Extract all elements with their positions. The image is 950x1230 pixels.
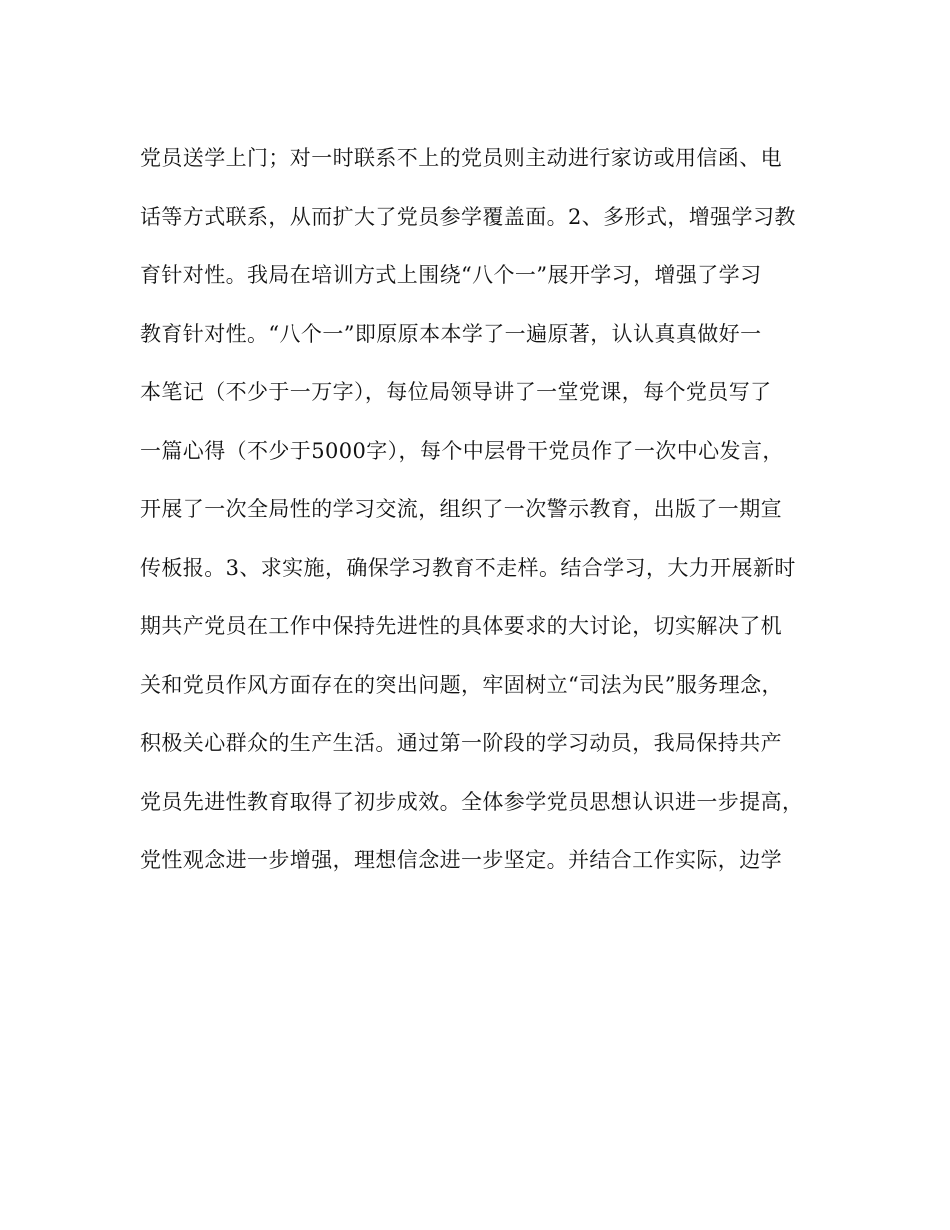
text-line: 期共产党员在工作中保持先进性的具体要求的大讨论，切实解决了机 (140, 614, 782, 638)
text-line: 育针对性。我局在培训方式上围绕“八个一”展开学习，增强了学习 (140, 263, 762, 287)
text-line: 党员送学上门；对一时联系不上的党员则主动进行家访或用信函、电 (140, 146, 782, 170)
text-line: 一篇心得（不少于5000字），每个中层骨干党员作了一次中心发言， (140, 438, 784, 463)
text-line: 教育针对性。“八个一”即原原本本学了一遍原著，认认真真做好一 (140, 321, 762, 346)
text-line: 党性观念进一步增强，理想信念进一步坚定。并结合工作实际，边学 (140, 848, 782, 872)
text-line: 关和党员作风方面存在的突出问题，牢固树立“司法为民”服务理念， (140, 672, 783, 697)
text-line: 传板报。3、求实施，确保学习教育不走样。结合学习，大力开展新时 (140, 555, 796, 580)
body-text (140, 136, 820, 897)
text-line: 开展了一次全局性的学习交流，组织了一次警示教育，出版了一期宣 (140, 497, 782, 521)
text-line: 党员先进性教育取得了初步成效。全体参学党员思想认识进一步提高， (140, 789, 804, 814)
text-line: 本笔记（不少于一万字），每位局领导讲了一堂党课，每个党员写了 (140, 380, 772, 404)
text-line: 话等方式联系，从而扩大了党员参学覆盖面。2、多形式，增强学习教 (140, 204, 796, 229)
text-line: 积极关心群众的生产生活。通过第一阶段的学习动员，我局保持共产 (140, 731, 782, 755)
